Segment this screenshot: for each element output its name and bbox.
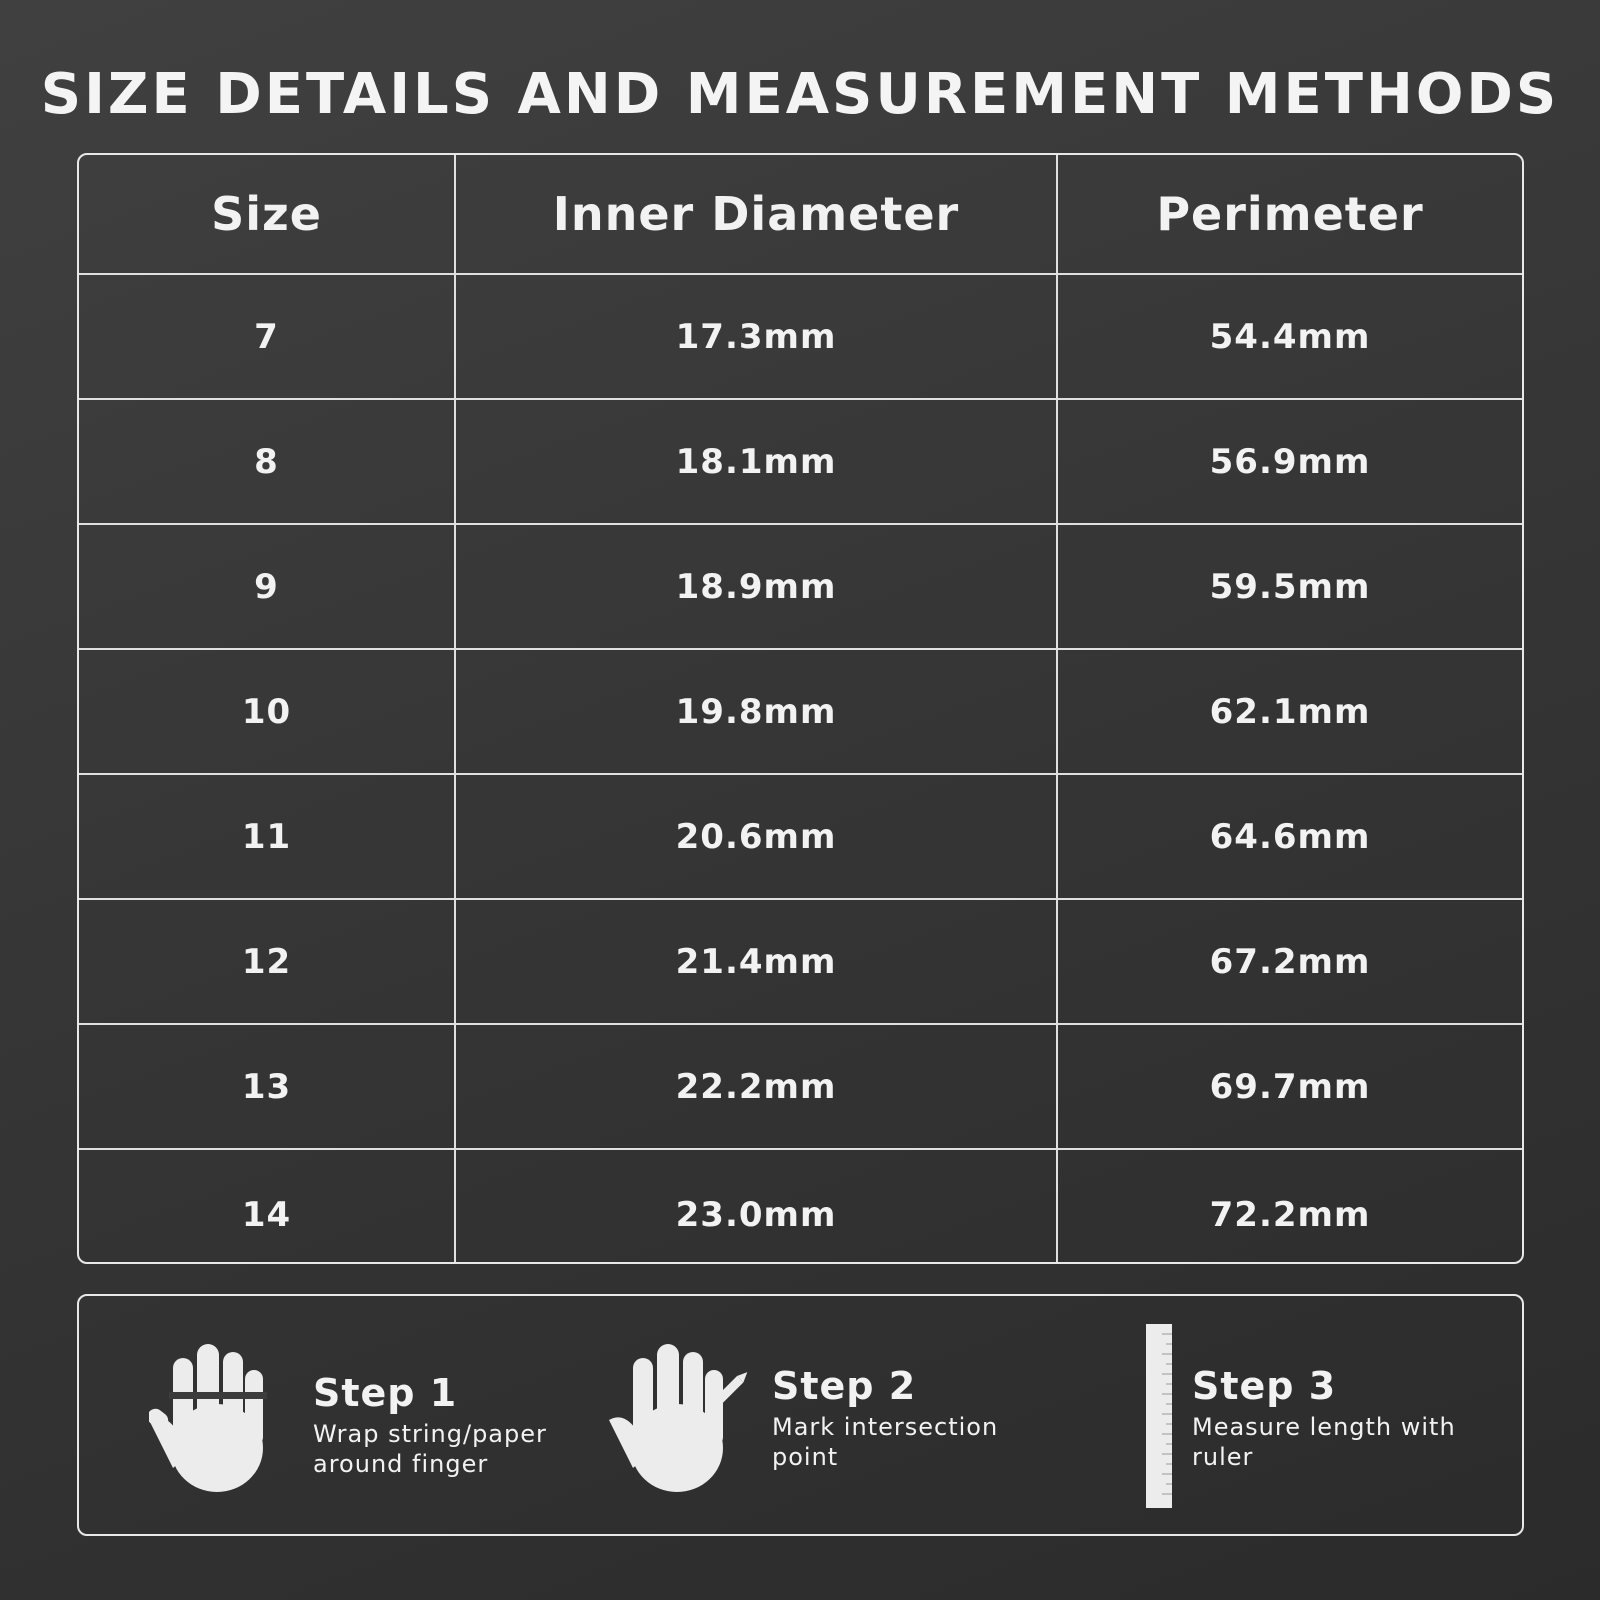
table-row: [79, 400, 1522, 525]
perimeter-cell: 69.7mm: [1209, 1066, 1371, 1107]
perimeter-cell: 62.1mm: [1209, 691, 1371, 732]
inner-diameter-cell: 21.4mm: [456, 900, 1058, 1023]
size-table: [77, 153, 1524, 1264]
table-row: [79, 525, 1522, 650]
size-cell: 14: [79, 1150, 456, 1264]
page-title: SIZE DETAILS AND MEASUREMENT METHODS: [40, 62, 1560, 127]
inner-diameter-cell: 19.8mm: [456, 650, 1058, 773]
ruler-icon: [1144, 1324, 1174, 1508]
step-3-title: Step 3: [1192, 1364, 1337, 1408]
inner-diameter-cell: 17.3mm: [456, 275, 1058, 398]
header-inner-diameter: Inner Diameter: [456, 155, 1058, 273]
header-size: Size: [79, 155, 456, 273]
size-cell: 8: [79, 400, 456, 523]
size-cell: 11: [79, 775, 456, 898]
step-3-description-line-1: Measure length with: [1192, 1413, 1456, 1441]
perimeter-cell: 54.4mm: [1209, 316, 1371, 357]
perimeter-cell: 64.6mm: [1209, 816, 1371, 857]
size-cell: 13: [79, 1025, 456, 1148]
step-2-description-line-2: point: [772, 1443, 839, 1471]
step-3-description-line-2: ruler: [1192, 1443, 1254, 1471]
step-2-title: Step 2: [772, 1364, 917, 1408]
header-perimeter: Perimeter: [1156, 187, 1424, 241]
step-2: [772, 1364, 998, 1472]
table-row: [79, 1025, 1522, 1150]
perimeter-cell: 59.5mm: [1209, 566, 1371, 607]
size-cell: 9: [79, 525, 456, 648]
measurement-steps-panel: [77, 1294, 1524, 1536]
step-2-description-line-1: Mark intersection: [772, 1413, 999, 1441]
table-row: [79, 650, 1522, 775]
table-header-row: [79, 155, 1522, 275]
inner-diameter-cell: 20.6mm: [456, 775, 1058, 898]
table-row: [79, 775, 1522, 900]
perimeter-cell: 56.9mm: [1209, 441, 1371, 482]
inner-diameter-cell: 18.1mm: [456, 400, 1058, 523]
perimeter-cell: 72.2mm: [1209, 1194, 1371, 1235]
step-1: [313, 1371, 547, 1479]
hand-with-string-icon: [149, 1336, 289, 1496]
perimeter-cell: 67.2mm: [1209, 941, 1371, 982]
step-3: [1192, 1364, 1456, 1472]
inner-diameter-cell: 18.9mm: [456, 525, 1058, 648]
inner-diameter-cell: 22.2mm: [456, 1025, 1058, 1148]
table-row: [79, 900, 1522, 1025]
inner-diameter-cell: 23.0mm: [456, 1150, 1058, 1264]
table-row: [79, 1150, 1522, 1264]
step-1-description-line-2: around finger: [313, 1450, 489, 1478]
size-cell: 12: [79, 900, 456, 1023]
step-1-description-line-1: Wrap string/paper: [313, 1420, 547, 1448]
hand-with-pencil-icon: [609, 1336, 759, 1496]
table-row: [79, 275, 1522, 400]
step-1-title: Step 1: [313, 1371, 458, 1415]
size-cell: 7: [79, 275, 456, 398]
size-cell: 10: [79, 650, 456, 773]
